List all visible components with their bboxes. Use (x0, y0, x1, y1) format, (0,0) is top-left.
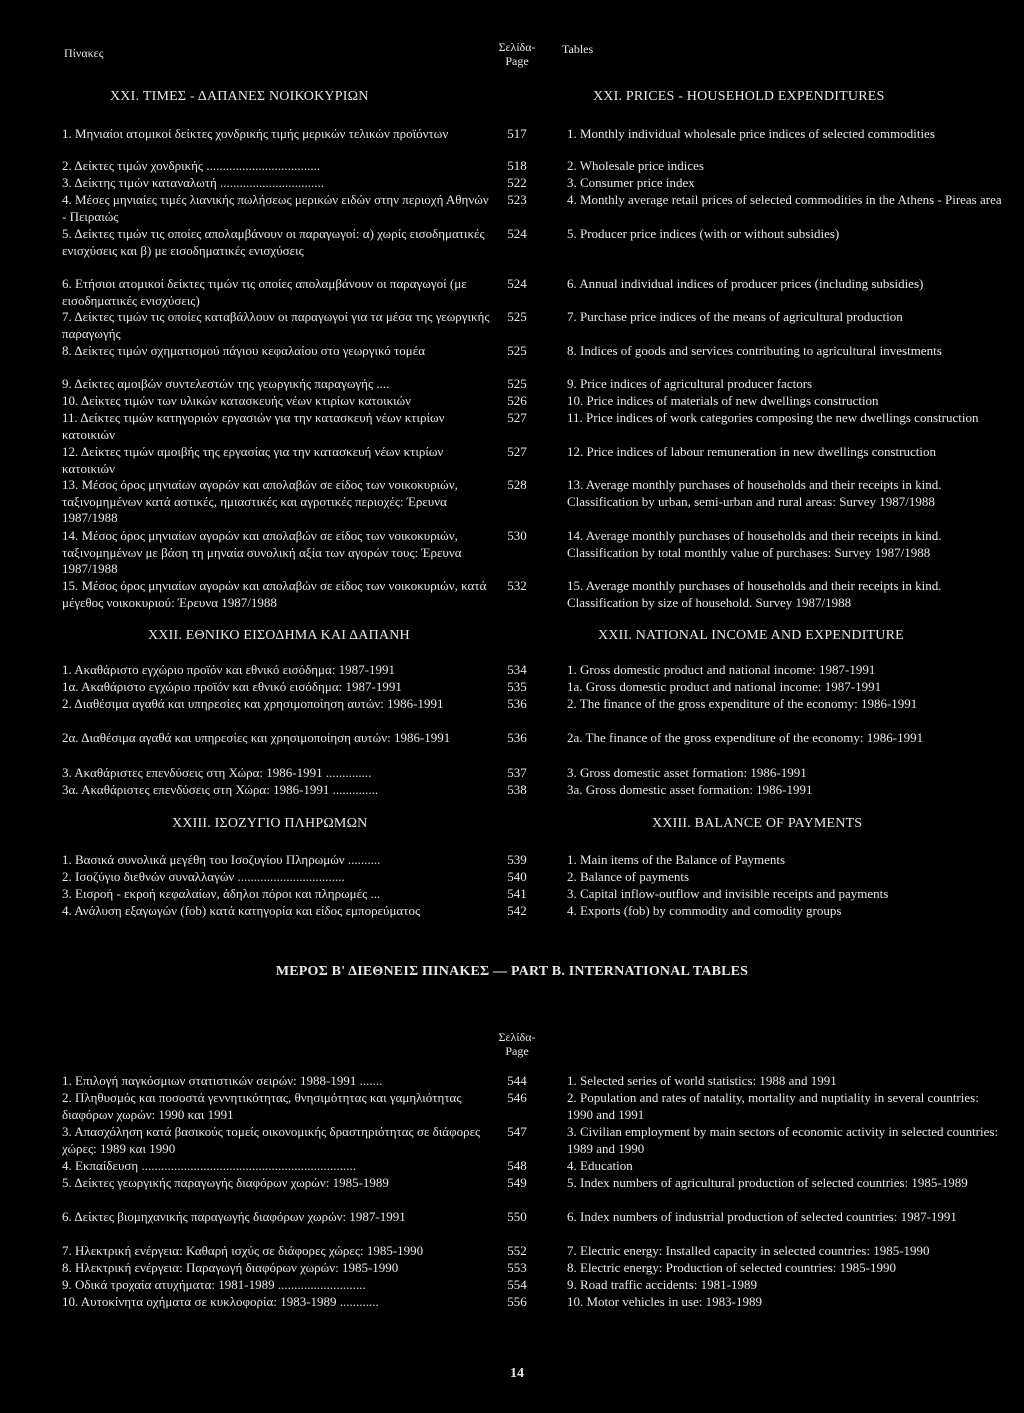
toc-item-en: 9. Road traffic accidents: 1981-1989 (567, 1277, 758, 1292)
toc-item-en: 12. Price indices of labour remuneration in new dwellings construction (567, 444, 936, 459)
toc-item-el: 5. Δείκτες γεωργικής παραγωγής διαφόρων χωρών: 1985-1989 (62, 1175, 389, 1190)
toc-item-en: 1. Monthly individual wholesale price indices of selected commodities (567, 126, 935, 141)
toc-item-el: 2. Διαθέσιμα αγαθά και υπηρεσίες και χρησιμοποίηση αυτών: 1986-1991 (62, 696, 444, 711)
toc-item-el: 10. Δείκτες τιμών των υλικών κατασκευής νέων κτιρίων κατοικιών (62, 393, 412, 408)
part-b-page-line2: Page (505, 1044, 529, 1058)
toc-item-page: 536 (507, 730, 527, 745)
toc-item-en: 10. Price indices of materials of new dwellings construction (567, 393, 879, 408)
header-left: Πίνακες (64, 46, 104, 60)
toc-item-en: 9. Price indices of agricultural producer factors (567, 376, 813, 391)
toc-item-el: 2α. Διαθέσιμα αγαθά και υπηρεσίες και χρησιμοποίηση αυτών: 1986-1991 (62, 730, 451, 745)
toc-item-page: 537 (507, 765, 527, 780)
toc-item-page: 540 (507, 869, 527, 884)
toc-item-en: 8. Electric energy: Production of selected countries: 1985-1990 (567, 1260, 896, 1275)
page-number: 14 (510, 1366, 524, 1381)
header-page-line1: Σελίδα- (498, 40, 536, 54)
toc-item-en: 3. Consumer price index (567, 175, 695, 190)
toc-item-el: 1. Ακαθάριστο εγχώριο προϊόν και εθνικό εισόδημα: 1987-1991 (62, 662, 396, 677)
toc-item-en: 3a. Gross domestic asset formation: 1986-1991 (567, 782, 813, 797)
toc-item-en: 1. Selected series of world statistics: 1988 and 1991 (567, 1073, 837, 1088)
toc-item-en: 2. Population and rates of natality, mortality and nuptiality in several countries: 1990 and 1991 (567, 1090, 979, 1122)
toc-item-el: 3. Απασχόληση κατά βασικούς τομείς οικονομικής δραστηριότητας σε διάφορες χώρες: 1989 και 1990 (62, 1124, 481, 1156)
toc-item-el: 12. Δείκτες τιμών αμοιβής της εργασίας για την κατασκευή νέων κτιρίων κατοικιών (62, 444, 444, 476)
toc-item-page: 524 (507, 276, 527, 291)
toc-item-el: 4. Ανάλυση εξαγωγών (fob) κατά κατηγορία και είδος εμπορεύματος (62, 903, 421, 918)
toc-item-el: 13. Μέσος όρος μηνιαίων αγορών και απολαβών σε είδος των νοικοκυριών, ταξινομημένων κατά αστικές, ημιαστικές και αγροτικές περιοχές: Έρευνα 1987/1988 (62, 477, 458, 525)
toc-item-el: 7. Δείκτες τιμών τις οποίες καταβάλλουν οι παραγωγοί για τα μέσα της γεωργικής παραγωγής (62, 309, 490, 341)
toc-item-page: 541 (507, 886, 527, 901)
toc-item-page: 538 (507, 782, 527, 797)
toc-item-page: 524 (507, 226, 527, 241)
toc-item-el: 15. Μέσος όρος μηνιαίων αγορών και απολαβών σε είδος των νοικοκυριών, κατά μέγεθος νοικοκυριού: Έρευνα 1987/1988 (62, 578, 487, 610)
toc-item-en: 7. Electric energy: Installed capacity in selected countries: 1985-1990 (567, 1243, 930, 1258)
toc-item-page: 539 (507, 852, 527, 867)
toc-item-page: 550 (507, 1209, 527, 1224)
section-title-el: XXII. ΕΘΝΙΚΟ ΕΙΣΟΔΗΜΑ ΚΑΙ ΔΑΠΑΝΗ (148, 628, 410, 643)
toc-item-el: 3. Εισροή - εκροή κεφαλαίων, άδηλοι πόροι και πληρωμές ... (62, 886, 381, 901)
toc-item-en: 2. Wholesale price indices (567, 158, 704, 173)
toc-item-el: 2. Πληθυσμός και ποσοστά γεννητικότητας, θνησιμότητας και γαμηλιότητας διαφόρων χωρών: 1990 και 1991 (62, 1090, 462, 1122)
toc-item-page: 548 (507, 1158, 527, 1173)
toc-item-page: 527 (507, 410, 527, 425)
toc-item-el: 2. Δείκτες τιμών χονδρικής ................................... (62, 158, 321, 173)
toc-item-page: 526 (507, 393, 527, 408)
toc-item-en: 11. Price indices of work categories composing the new dwellings construction (567, 410, 979, 425)
toc-item-page: 522 (507, 175, 527, 190)
toc-item-el: 14. Μέσος όρος μηνιαίων αγορών και απολαβών σε είδος των νοικοκυριών, ταξινομημένων με βάση τη μηναία συνολική αξία των αγορών τους: Έρευνα 1987/1988 (62, 528, 462, 576)
toc-item-page: 530 (507, 528, 527, 543)
toc-item-page: 532 (507, 578, 527, 593)
toc-item-page: 535 (507, 679, 527, 694)
toc-item-el: 1. Επιλογή παγκόσμιων στατιστικών σειρών: 1988-1991 ....... (62, 1073, 383, 1088)
toc-item-page: 536 (507, 696, 527, 711)
toc-item-el: 9. Οδικά τροχαία ατυχήματα: 1981-1989 ........................... (62, 1277, 366, 1292)
toc-item-en: 14. Average monthly purchases of households and their receipts in kind. Classification by total monthly value of purchases: Survey 1987/1988 (567, 528, 942, 560)
part-b-title: ΜΕΡΟΣ Β' ΔΙΕΘΝΕΙΣ ΠΙΝΑΚΕΣ — PART B. INTERNATIONAL TABLES (275, 964, 749, 979)
toc-item-page: 546 (507, 1090, 527, 1105)
toc-item-el: 8. Ηλεκτρική ενέργεια: Παραγωγή διαφόρων χωρών: 1985-1990 (62, 1260, 399, 1275)
toc-item-en: 4. Monthly average retail prices of selected commodities in the Athens - Pireas area (567, 192, 1002, 207)
toc-item-en: 3. Gross domestic asset formation: 1986-1991 (567, 765, 807, 780)
toc-item-en: 2a. The finance of the gross expenditure of the economy: 1986-1991 (567, 730, 924, 745)
section-title-el: XXI. ΤΙΜΕΣ - ΔΑΠΑΝΕΣ ΝΟΙΚΟΚΥΡΙΩΝ (110, 89, 369, 104)
toc-item-el: 11. Δείκτες τιμών κατηγοριών εργασιών για την κατασκευή νέων κτιρίων κατοικιών (62, 410, 445, 442)
toc-item-page: 523 (507, 192, 527, 207)
toc-item-el: 3. Δείκτης τιμών καταναλωτή ................................ (62, 175, 325, 190)
toc-item-en: 8. Indices of goods and services contributing to agricultural investments (567, 343, 942, 358)
toc-item-page: 528 (507, 477, 527, 492)
toc-item-page: 518 (507, 158, 527, 173)
toc-item-el: 6. Δείκτες βιομηχανικής παραγωγής διαφόρων χωρών: 1987-1991 (62, 1209, 406, 1224)
toc-item-el: 8. Δείκτες τιμών σχηματισμού πάγιου κεφαλαίου στο γεωργικό τομέα (62, 343, 426, 358)
toc-item-page: 544 (507, 1073, 527, 1088)
toc-item-en: 2. Balance of payments (567, 869, 690, 884)
toc-item-en: 6. Annual individual indices of producer prices (including subsidies) (567, 276, 924, 291)
toc-item-el: 1. Μηνιαίοι ατομικοί δείκτες χονδρικής τιμής μερικών τελικών προϊόντων (62, 126, 449, 141)
toc-item-en: 1. Gross domestic product and national income: 1987-1991 (567, 662, 876, 677)
toc-item-en: 1. Main items of the Balance of Payments (567, 852, 786, 867)
toc-item-el: 6. Ετήσιοι ατομικοί δείκτες τιμών τις οποίες απολαμβάνουν οι παραγωγοί (με εισοδηματικές ενισχύσεις) (62, 276, 467, 308)
toc-item-en: 5. Index numbers of agricultural production of selected countries: 1985-1989 (567, 1175, 968, 1190)
toc-item-el: 1α. Ακαθάριστο εγχώριο προϊόν και εθνικό εισόδημα: 1987-1991 (62, 679, 402, 694)
header-page-label (492, 40, 542, 68)
toc-item-el: 3α. Ακαθάριστες επενδύσεις στη Χώρα: 1986-1991 .............. (62, 782, 379, 797)
toc-item-en: 3. Civilian employment by main sectors of economic activity in selected countries: 1989 and 1990 (567, 1124, 999, 1156)
toc-item-el: 1. Βασικά συνολικά μεγέθη του Ισοζυγίου Πληρωμών .......... (62, 852, 381, 867)
toc-item-page: 527 (507, 444, 527, 459)
toc-item-en: 5. Producer price indices (with or without subsidies) (567, 226, 840, 241)
toc-item-en: 6. Index numbers of industrial production of selected countries: 1987-1991 (567, 1209, 957, 1224)
toc-item-page: 552 (507, 1243, 527, 1258)
toc-item-el: 10. Αυτοκίνητα οχήματα σε κυκλοφορία: 1983-1989 ............ (62, 1294, 379, 1309)
section-title-en: XXI. PRICES - HOUSEHOLD EXPENDITURES (593, 89, 885, 104)
toc-item-el: 5. Δείκτες τιμών τις οποίες απολαμβάνουν οι παραγωγοί: α) χωρίς εισοδηματικές ενισχύσεις και β) με εισοδηματικές ενισχύσεις (62, 226, 485, 258)
toc-item-page: 556 (507, 1294, 527, 1309)
toc-item-page: 547 (507, 1124, 527, 1139)
toc-item-el: 2. Ισοζύγιο διεθνών συναλλαγών ................................. (62, 869, 345, 884)
toc-item-el: 9. Δείκτες αμοιβών συντελεστών της γεωργικής παραγωγής .... (62, 376, 390, 391)
toc-item-en: 4. Education (567, 1158, 633, 1173)
toc-item-en: 10. Motor vehicles in use: 1983-1989 (567, 1294, 762, 1309)
toc-item-page: 517 (507, 126, 527, 141)
part-b-page-line1: Σελίδα- (498, 1030, 536, 1044)
header-page-line2: Page (505, 54, 529, 68)
toc-item-en: 7. Purchase price indices of the means of agricultural production (567, 309, 903, 324)
toc-item-page: 525 (507, 376, 527, 391)
section-title-en: XXII. NATIONAL INCOME AND EXPENDITURE (598, 628, 904, 643)
toc-item-el: 7. Ηλεκτρική ενέργεια: Καθαρή ισχύς σε διάφορες χώρες: 1985-1990 (62, 1243, 424, 1258)
toc-item-en: 2. The finance of the gross expenditure of the economy: 1986-1991 (567, 696, 918, 711)
toc-item-page: 549 (507, 1175, 527, 1190)
header-right: Tables (562, 42, 594, 56)
toc-item-en: 4. Exports (fob) by commodity and comodity groups (567, 903, 842, 918)
toc-item-en: 1a. Gross domestic product and national income: 1987-1991 (567, 679, 882, 694)
toc-item-page: 525 (507, 343, 527, 358)
toc-item-en: 15. Average monthly purchases of households and their receipts in kind. Classification by size of household. Survey 1987/1988 (567, 578, 942, 610)
section-title-el: XXIII. ΙΣΟΖΥΓΙΟ ΠΛΗΡΩΜΩΝ (172, 816, 368, 831)
toc-item-page: 554 (507, 1277, 527, 1292)
part-b-page-label (492, 1030, 542, 1058)
section-title-en: XXIII. BALANCE OF PAYMENTS (652, 816, 863, 831)
toc-item-page: 525 (507, 309, 527, 324)
toc-item-el: 4. Εκπαίδευση .................................................................. (62, 1158, 356, 1173)
toc-item-en: 3. Capital inflow-outflow and invisible receipts and payments (567, 886, 889, 901)
toc-item-page: 553 (507, 1260, 527, 1275)
toc-item-el: 4. Μέσες μηνιαίες τιμές λιανικής πωλήσεως μερικών ειδών στην περιοχή Αθηνών - Πειραιώς (62, 192, 489, 224)
toc-item-el: 3. Ακαθάριστες επενδύσεις στη Χώρα: 1986-1991 .............. (62, 765, 372, 780)
toc-item-page: 542 (507, 903, 527, 918)
toc-item-page: 534 (507, 662, 527, 677)
toc-item-en: 13. Average monthly purchases of households and their receipts in kind. Classification by urban, semi-urban and rural areas: Survey 1987/1988 (567, 477, 942, 509)
